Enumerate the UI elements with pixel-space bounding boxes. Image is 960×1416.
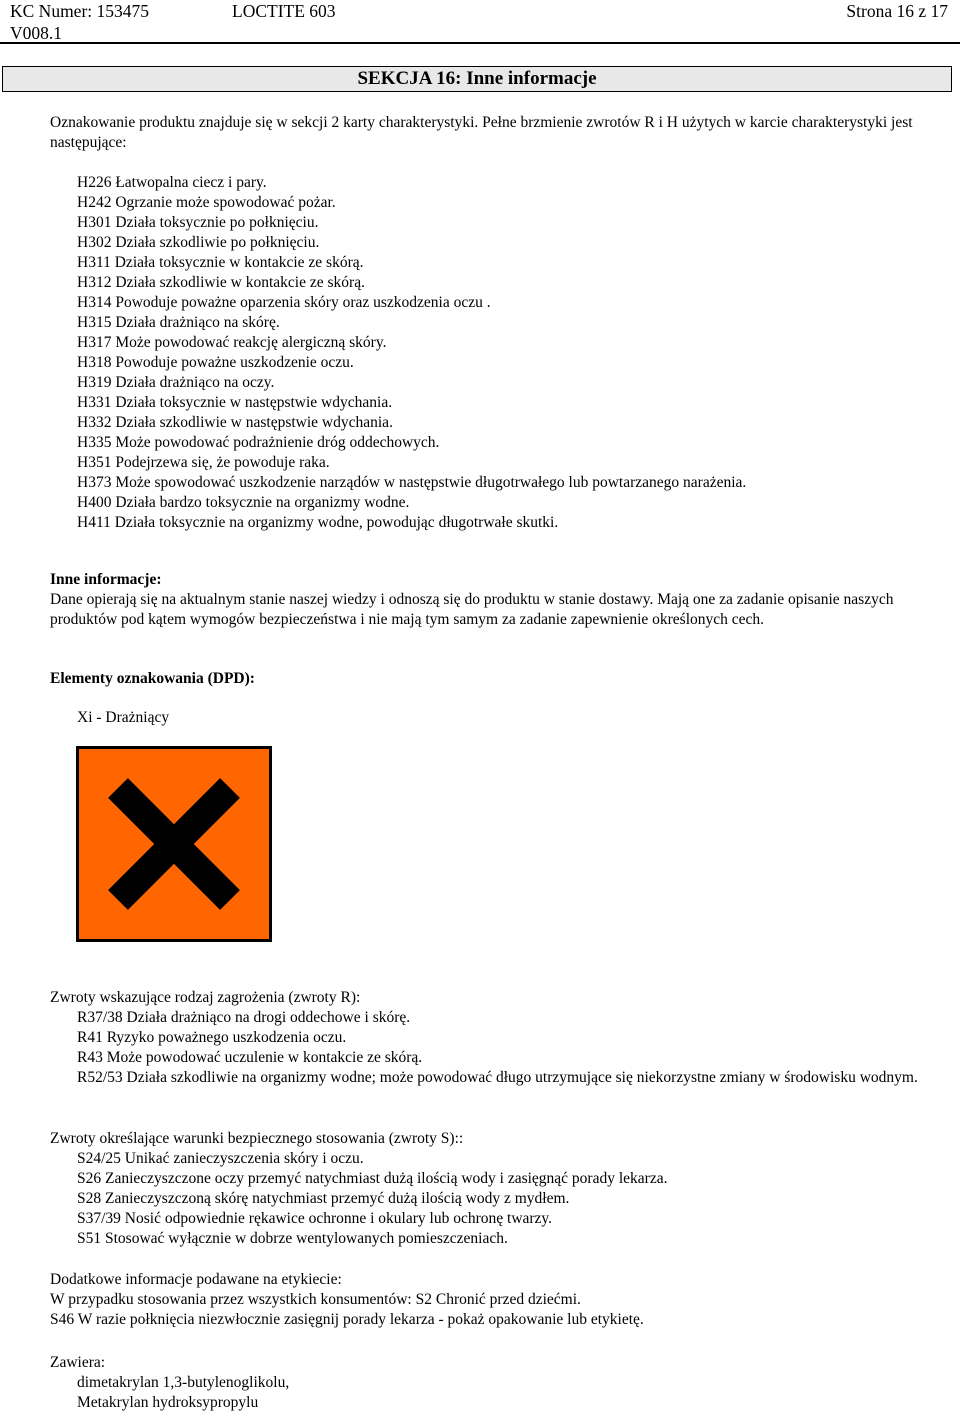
list-item: H318 Powoduje poważne uszkodzenie oczu. <box>77 354 354 371</box>
list-item: S28 Zanieczyszczoną skórę natychmiast przemyć dużą ilością wody z mydłem. <box>77 1190 570 1207</box>
list-item: S26 Zanieczyszczone oczy przemyć natychmiast dużą ilością wody i zasięgnąć porady lekarza. <box>77 1170 668 1187</box>
kc-number: KC Numer: 153475 <box>10 1 150 21</box>
list-item: H319 Działa drażniąco na oczy. <box>77 374 275 391</box>
page-number: Strona 16 z 17 <box>846 1 948 21</box>
list-item: H335 Może powodować podrażnienie dróg oddechowych. <box>77 434 440 451</box>
list-item: H226 Łatwopalna ciecz i pary. <box>77 174 267 191</box>
list-item: H351 Podejrzewa się, że powoduje raka. <box>77 454 330 471</box>
header-divider <box>0 42 960 44</box>
other-info-text: Dane opierają się na aktualnym stanie naszej wiedzy i odnoszą się do produktu w stanie dostawy. Mają one za zadanie opisanie naszych produktów pod kątem wymogów bezpieczeństwa i nie mają tym samym za zadanie zapewnienie określonych cech. <box>50 591 894 628</box>
list-item: H331 Działa toksycznie w następstwie wdychania. <box>77 394 393 411</box>
product-name: LOCTITE 603 <box>232 1 336 21</box>
list-item: H317 Może powodować reakcję alergiczną skóry. <box>77 334 387 351</box>
list-item: R41 Ryzyko poważnego uszkodzenia oczu. <box>77 1029 347 1046</box>
list-item: R43 Może powodować uczulenie w kontakcie ze skórą. <box>77 1049 423 1066</box>
s-phrases-list <box>77 1149 667 1249</box>
list-item: R37/38 Działa drażniąco na drogi oddechowe i skórę. <box>77 1009 411 1026</box>
symbol-label: Xi - Drażniący <box>77 709 170 726</box>
list-item: S37/39 Nosić odpowiednie rękawice ochronne i okulary lub ochronę twarzy. <box>77 1210 553 1227</box>
list-item: H242 Ogrzanie może spowodować pożar. <box>77 194 336 211</box>
list-item: H301 Działa toksycznie po połknięciu. <box>77 214 319 231</box>
version: V008.1 <box>10 23 63 43</box>
list-item: H332 Działa szkodliwie w następstwie wdychania. <box>77 414 393 431</box>
list-item: dimetakrylan 1,3-butylenoglikolu, <box>77 1374 290 1391</box>
contains-heading: Zawiera: <box>50 1354 106 1371</box>
list-item: H314 Powoduje poważne oparzenia skóry oraz uszkodzenia oczu . <box>77 294 491 311</box>
section-title: SEKCJA 16: Inne informacje <box>2 66 952 92</box>
r-phrases-list <box>77 1008 947 1088</box>
list-item: H373 Może spowodować uszkodzenie narządów w następstwie długotrwałego lub powtarzanego narażenia. <box>77 474 747 491</box>
list-item: S51 Stosować wyłącznie w dobrze wentylowanych pomieszczeniach. <box>77 1230 508 1247</box>
list-item: S24/25 Unikać zanieczyszczenia skóry i oczu. <box>77 1150 364 1167</box>
list-item: Metakrylan hydroksypropylu <box>77 1394 259 1411</box>
r-phrases-heading: Zwroty wskazujące rodzaj zagrożenia (zwroty R): <box>50 989 361 1006</box>
additional-line-1: W przypadku stosowania przez wszystkich konsumentów: S2 Chronić przed dziećmi. <box>50 1291 581 1308</box>
list-item: H302 Działa szkodliwie po połknięciu. <box>77 234 320 251</box>
list-item: H311 Działa toksycznie w kontakcie ze skórą. <box>77 254 364 271</box>
list-item: H411 Działa toksycznie na organizmy wodne, powodując długotrwałe skutki. <box>77 514 559 531</box>
list-item: H400 Działa bardzo toksycznie na organizmy wodne. <box>77 494 410 511</box>
harmful-irritant-x-icon <box>76 746 272 942</box>
additional-heading: Dodatkowe informacje podawane na etykiecie: <box>50 1271 342 1288</box>
contains-list <box>77 1373 289 1413</box>
additional-line-2: S46 W razie połknięcia niezwłocznie zasięgnij porady lekarza - pokaż opakowanie lub etykietę. <box>50 1311 644 1328</box>
h-statements-list <box>77 173 746 533</box>
list-item: R52/53 Działa szkodliwie na organizmy wodne; może powodować długo utrzymujące się niekorzystne zmiany w środowisku wodnym. <box>77 1069 918 1086</box>
other-info-heading: Inne informacje: <box>50 571 162 588</box>
labeling-heading: Elementy oznakowania (DPD): <box>50 670 255 687</box>
s-phrases-heading: Zwroty określające warunki bezpiecznego stosowania (zwroty S):: <box>50 1130 464 1147</box>
list-item: H315 Działa drażniąco na skórę. <box>77 314 280 331</box>
list-item: H312 Działa szkodliwie w kontakcie ze skórą. <box>77 274 365 291</box>
intro-text: Oznakowanie produktu znajduje się w sekcji 2 karty charakterystyki. Pełne brzmienie zwrotów R i H użytych w karcie charakterystyki jest następujące: <box>50 114 913 151</box>
